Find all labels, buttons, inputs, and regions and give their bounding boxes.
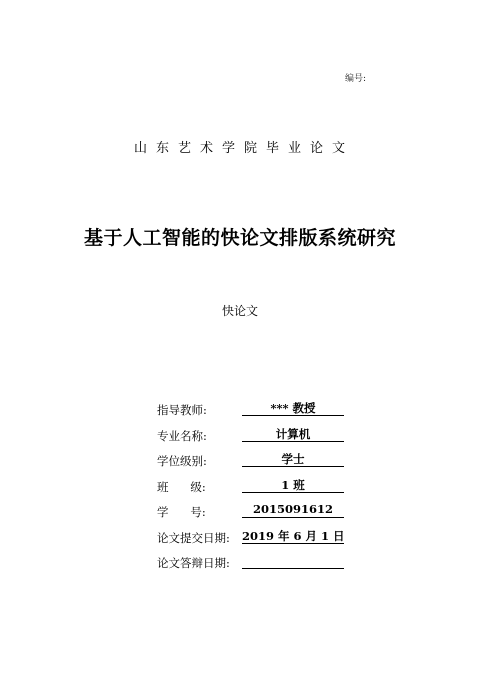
- defense-date-label: 论文答辩日期:: [157, 556, 230, 570]
- author-name: 快论文: [221, 304, 258, 318]
- major-value: 计算机: [242, 426, 344, 442]
- advisor-label: 指导教师:: [157, 403, 207, 417]
- student-id-value: 2015091612: [242, 502, 344, 518]
- class-value: 1 班: [242, 477, 344, 493]
- degree-label: 学位级别:: [157, 454, 207, 468]
- advisor-value: *** 教授: [242, 400, 344, 416]
- student-id-label: 学 号:: [157, 505, 206, 519]
- degree-value: 学士: [242, 451, 344, 467]
- defense-date-value: [242, 553, 344, 569]
- major-label: 专业名称:: [157, 428, 207, 443]
- university-heading: 山东艺术学院毕业论文: [133, 141, 354, 156]
- submission-date-label: 论文提交日期:: [157, 530, 230, 545]
- serial-number-label: 编号:: [345, 74, 367, 84]
- class-label: 班 级:: [157, 479, 206, 494]
- submission-date-value: 2019 年 6 月 1 日: [242, 528, 345, 543]
- thesis-title: 基于人工智能的快论文排版系统研究: [83, 227, 396, 249]
